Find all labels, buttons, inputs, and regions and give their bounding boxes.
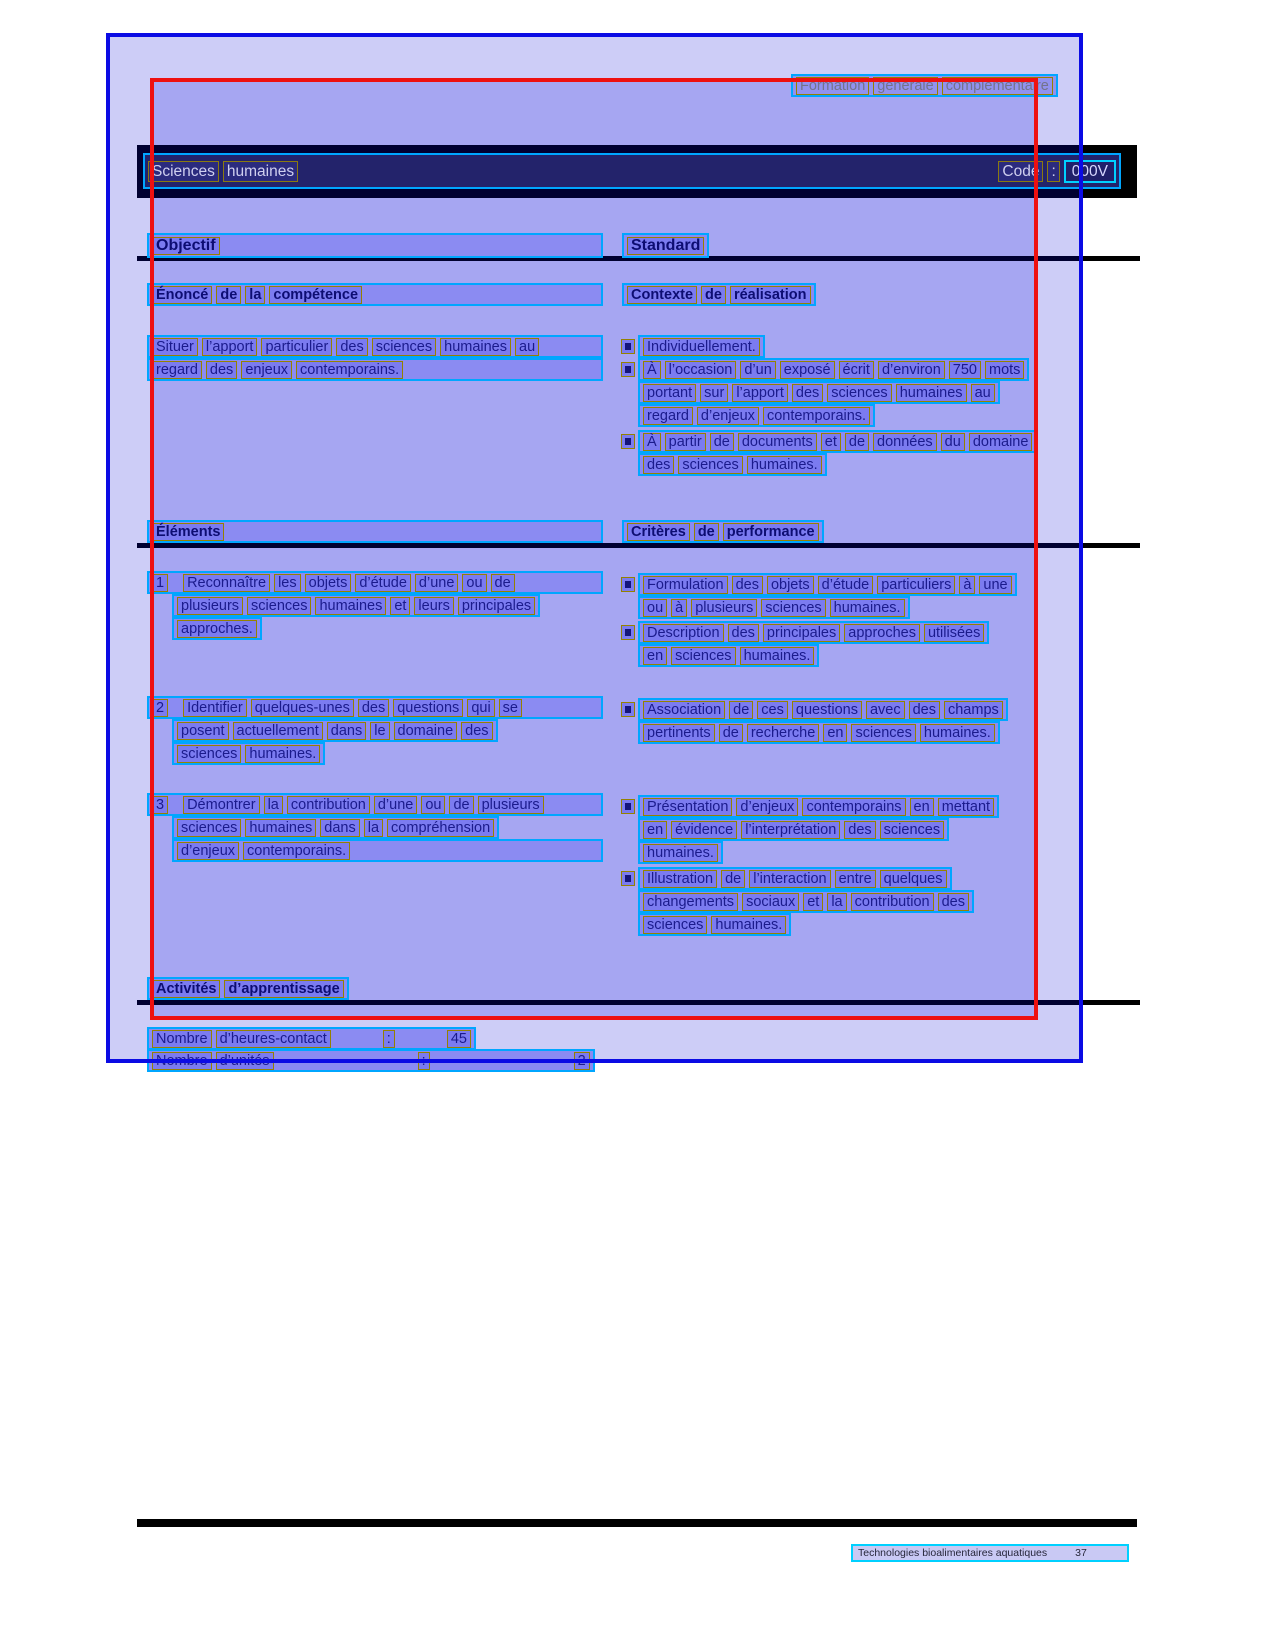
- word: regard: [643, 407, 693, 425]
- word: de: [491, 574, 515, 592]
- word: en: [910, 798, 934, 816]
- word: la: [245, 286, 265, 304]
- annotation-blue-border: [106, 33, 1083, 1063]
- word: l’interprétation: [741, 821, 840, 839]
- word: principales: [458, 597, 535, 615]
- word: d’une: [374, 796, 417, 814]
- word: et: [803, 893, 823, 911]
- word: et: [821, 433, 841, 451]
- word: sciences: [851, 724, 915, 742]
- word: avec: [866, 701, 905, 719]
- word: complémentaire: [942, 77, 1053, 95]
- word: sciences: [247, 597, 311, 615]
- word: humaines.: [711, 916, 786, 934]
- word: sciences: [761, 599, 825, 617]
- word: quelques: [880, 870, 947, 888]
- word: Formulation: [643, 576, 728, 594]
- word: de: [845, 433, 869, 451]
- word: portant: [643, 384, 696, 402]
- word: la: [364, 819, 383, 837]
- word: questions: [792, 701, 862, 719]
- word: de: [701, 286, 726, 304]
- word: pertinents: [643, 724, 715, 742]
- word: plusieurs: [691, 599, 757, 617]
- word: contribution: [287, 796, 370, 814]
- word: au: [971, 384, 995, 402]
- word: humaines: [315, 597, 386, 615]
- word: sociaux: [742, 893, 799, 911]
- word: à: [959, 576, 975, 594]
- word: mots: [985, 361, 1024, 379]
- word: mettant: [938, 798, 994, 816]
- word: d’enjeux: [177, 842, 239, 860]
- word: compétence: [269, 286, 362, 304]
- word: générale: [873, 77, 937, 95]
- word: des: [844, 821, 875, 839]
- word: humaines.: [920, 724, 995, 742]
- word: Éléments: [152, 523, 224, 541]
- word: particulier: [261, 338, 332, 356]
- footer-page-number: 37: [1075, 1547, 1087, 1559]
- word: domaine: [394, 722, 458, 740]
- word: Formation: [796, 77, 869, 95]
- word: champs: [944, 701, 1003, 719]
- word: Critères: [627, 523, 690, 541]
- word: ou: [643, 599, 667, 617]
- word: Association: [643, 701, 725, 719]
- word: particuliers: [877, 576, 955, 594]
- word: sciences: [177, 745, 241, 763]
- word: Situer: [152, 338, 198, 356]
- word: contemporains: [802, 798, 905, 816]
- word: des: [792, 384, 823, 402]
- word: entre: [835, 870, 876, 888]
- word: contemporains.: [296, 361, 403, 379]
- word: contribution: [851, 893, 934, 911]
- word: approches: [844, 624, 920, 642]
- word: de: [449, 796, 473, 814]
- word: 3: [152, 796, 168, 814]
- word: plusieurs: [478, 796, 544, 814]
- word: humaines: [440, 338, 511, 356]
- word: réalisation: [730, 286, 811, 304]
- word: humaines.: [643, 844, 718, 862]
- word: données: [873, 433, 937, 451]
- word: objets: [767, 576, 814, 594]
- word: le: [370, 722, 389, 740]
- word: À: [643, 361, 661, 379]
- word: d’apprentissage: [224, 980, 343, 998]
- word: sciences: [372, 338, 436, 356]
- footer-program-title: Technologies bioalimentaires aquatiques: [858, 1547, 1048, 1559]
- word: 2: [152, 699, 168, 717]
- word: au: [515, 338, 539, 356]
- word: posent: [177, 722, 229, 740]
- word: Identifier: [183, 699, 247, 717]
- word: humaines: [245, 819, 316, 837]
- word: Individuellement.: [643, 338, 760, 356]
- footer-rule: [137, 1519, 1137, 1527]
- word: :: [418, 1052, 430, 1070]
- word: des: [938, 893, 969, 911]
- word: à: [671, 599, 687, 617]
- word: sur: [700, 384, 728, 402]
- word: des: [206, 361, 237, 379]
- word: du: [941, 433, 965, 451]
- word: humaines: [896, 384, 967, 402]
- word: de: [721, 870, 745, 888]
- word: qui: [467, 699, 494, 717]
- word: changements: [643, 893, 738, 911]
- word: ou: [462, 574, 486, 592]
- word: des: [461, 722, 492, 740]
- word: des: [732, 576, 763, 594]
- word: et: [390, 597, 410, 615]
- word: :: [1047, 161, 1059, 182]
- word: sciences: [671, 647, 735, 665]
- word: partir: [665, 433, 706, 451]
- word: 750: [949, 361, 981, 379]
- word: d’étude: [818, 576, 874, 594]
- word: leurs: [414, 597, 453, 615]
- word: se: [499, 699, 522, 717]
- word: objets: [305, 574, 352, 592]
- word: l’occasion: [665, 361, 737, 379]
- word: domaine: [969, 433, 1033, 451]
- word: de: [719, 724, 743, 742]
- word: humaines.: [245, 745, 320, 763]
- word: :: [383, 1030, 395, 1048]
- heures-contact-value: 45: [447, 1030, 471, 1048]
- word: des: [643, 456, 674, 474]
- word: 1: [152, 574, 168, 592]
- word: contemporains.: [243, 842, 350, 860]
- word: de: [729, 701, 753, 719]
- unites-value: 2: [574, 1052, 590, 1070]
- word: questions: [393, 699, 463, 717]
- word: sciences: [177, 819, 241, 837]
- word: de: [216, 286, 241, 304]
- word: dans: [320, 819, 359, 837]
- word: principales: [763, 624, 840, 642]
- word: humaines.: [740, 647, 815, 665]
- word: Nombre: [152, 1052, 212, 1070]
- word: des: [909, 701, 940, 719]
- word: sciences: [643, 916, 707, 934]
- word: Nombre: [152, 1030, 212, 1048]
- course-code-value: 000V: [1064, 160, 1116, 183]
- word: des: [728, 624, 759, 642]
- word: Description: [643, 624, 724, 642]
- word: sciences: [880, 821, 944, 839]
- word: évidence: [671, 821, 737, 839]
- word: Activités: [152, 980, 220, 998]
- word: d’une: [415, 574, 458, 592]
- word: ou: [421, 796, 445, 814]
- word: sciences: [827, 384, 891, 402]
- word: Présentation: [643, 798, 732, 816]
- word: Objectif: [152, 237, 220, 255]
- word: les: [274, 574, 301, 592]
- word: sciences: [678, 456, 742, 474]
- word: l’apport: [732, 384, 788, 402]
- word: des: [358, 699, 389, 717]
- word: plusieurs: [177, 597, 243, 615]
- word: l’apport: [202, 338, 258, 356]
- word: en: [823, 724, 847, 742]
- word: enjeux: [241, 361, 292, 379]
- word: l’interaction: [749, 870, 830, 888]
- word: À: [643, 433, 661, 451]
- word: Contexte: [627, 286, 697, 304]
- word: d’environ: [878, 361, 945, 379]
- word: Démontrer: [183, 796, 260, 814]
- word: Code: [998, 161, 1043, 182]
- word: dans: [327, 722, 366, 740]
- word: de: [694, 523, 719, 541]
- word: exposé: [780, 361, 835, 379]
- word: la: [264, 796, 283, 814]
- word: utilisées: [924, 624, 984, 642]
- word: humaines.: [747, 456, 822, 474]
- word: performance: [723, 523, 819, 541]
- word: d’un: [740, 361, 775, 379]
- word: d’unités: [216, 1052, 274, 1070]
- word: d’enjeux: [697, 407, 759, 425]
- word: documents: [738, 433, 817, 451]
- word: humaines: [223, 161, 298, 182]
- word: regard: [152, 361, 202, 379]
- word: humaines.: [830, 599, 905, 617]
- word: contemporains.: [763, 407, 870, 425]
- word: Standard: [627, 237, 704, 255]
- word: approches.: [177, 620, 257, 638]
- word: quelques-unes: [251, 699, 354, 717]
- word: compréhension: [387, 819, 494, 837]
- word: Reconnaître: [183, 574, 270, 592]
- word: écrit: [839, 361, 874, 379]
- word: de: [710, 433, 734, 451]
- word: des: [336, 338, 367, 356]
- word: d’enjeux: [736, 798, 798, 816]
- word: actuellement: [233, 722, 323, 740]
- footer: [851, 1544, 1129, 1562]
- word: en: [643, 647, 667, 665]
- word: Illustration: [643, 870, 717, 888]
- word: d’étude: [355, 574, 411, 592]
- word: recherche: [747, 724, 819, 742]
- word: en: [643, 821, 667, 839]
- word: la: [827, 893, 846, 911]
- word: Énoncé: [152, 286, 212, 304]
- word: ces: [757, 701, 788, 719]
- word: une: [979, 576, 1011, 594]
- word: d’heures-contact: [216, 1030, 331, 1048]
- word: Sciences: [148, 161, 219, 182]
